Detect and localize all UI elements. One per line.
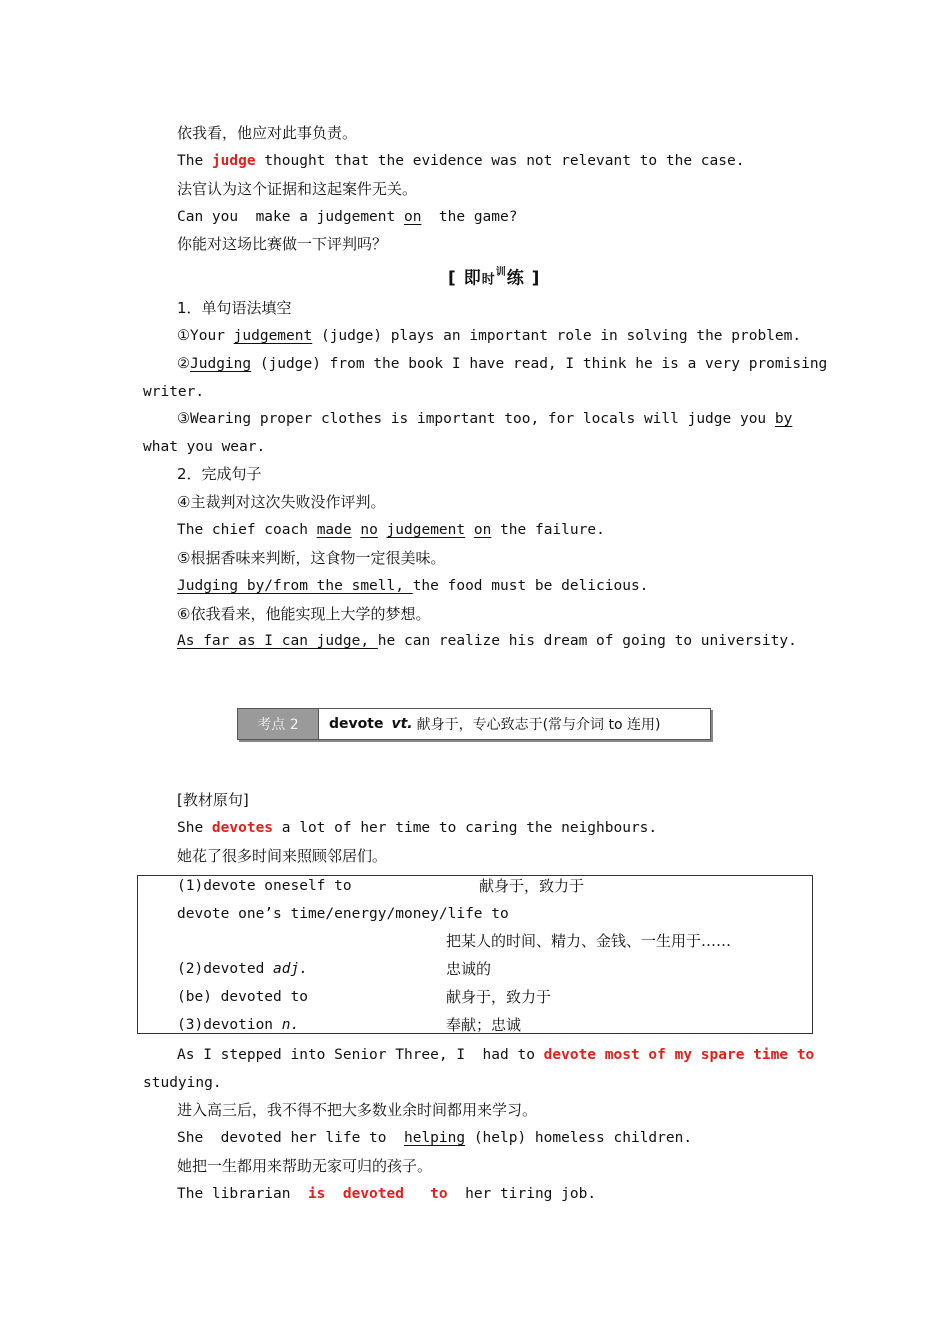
cn-line-3: 你能对这场比赛做一下评判吗？ <box>177 235 388 253</box>
text <box>465 522 474 538</box>
note-4-left <box>177 959 308 979</box>
question-3-cont: what you wear. <box>143 439 266 455</box>
text: thought that the evidence was not relevant to the case. <box>255 153 745 169</box>
note-1-right: 献身于，致力于 <box>479 877 585 895</box>
section-meaning: 献身于，专心致志于(常与介词 to 连用) <box>416 717 661 733</box>
question-4-en <box>177 520 605 540</box>
example-2 <box>177 1128 692 1148</box>
text: The <box>177 153 212 169</box>
usage-notes-box <box>137 875 813 1034</box>
original-translation: 她花了很多时间来照顾邻居们。 <box>177 847 388 865</box>
text: ①Your <box>177 328 234 344</box>
text: (3)devotion <box>177 1017 282 1033</box>
heading-char: 时 <box>481 272 496 288</box>
text: (help) homeless children. <box>465 1130 693 1146</box>
answer-blank: Judging by/from the smell, <box>177 578 413 594</box>
answer-red: is devoted to <box>307 1186 448 1202</box>
text: (judge) from the book I have read, I think he is a very promising <box>251 356 828 372</box>
question-5-cn: ⑤根据香味来判断，这食物一定很美味。 <box>177 549 446 567</box>
bracket: [ <box>448 268 457 289</box>
section-header <box>237 708 711 740</box>
note-6-left <box>177 1015 299 1035</box>
question-4-cn: ④主裁判对这次失败没作评判。 <box>177 493 386 511</box>
example-3 <box>177 1184 596 1204</box>
text: a lot of her time to caring the neighbours. <box>273 820 658 836</box>
question-3 <box>177 409 792 429</box>
text: ③Wearing proper clothes is important too, for locals will judge you <box>177 411 775 427</box>
question-5-en <box>177 576 648 596</box>
question-2 <box>177 354 827 374</box>
example-1 <box>177 1045 814 1065</box>
text: She devoted her life to <box>177 1130 404 1146</box>
text: The librarian <box>177 1186 308 1202</box>
example-2-cn: 她把一生都用来帮助无家可归的孩子。 <box>177 1157 433 1175</box>
text: the failure. <box>491 522 605 538</box>
text: the food must be delicious. <box>412 578 649 594</box>
text <box>378 522 387 538</box>
answer-blank: by <box>774 411 793 427</box>
answer-red: devote most of my spare time to <box>543 1047 815 1063</box>
text: her tiring job. <box>447 1186 597 1202</box>
keyword-devotes: devotes <box>211 820 274 836</box>
heading-char: 训 <box>495 267 507 278</box>
section-tag: 考点 2 <box>238 709 319 739</box>
keyword-judge: judge <box>211 153 256 169</box>
note-2-left: devote one’s time/energy/money/life to <box>177 906 509 922</box>
heading-char: 即 <box>463 268 482 289</box>
text: The chief coach <box>177 522 317 538</box>
answer-blank: no <box>360 522 378 538</box>
text: She <box>177 820 212 836</box>
note-3-right: 把某人的时间、精力、金钱、一生用于…… <box>446 932 732 950</box>
text: (2)devoted <box>177 961 274 977</box>
answer-blank: judgement <box>386 522 466 538</box>
question-1 <box>177 326 801 346</box>
original-sentence <box>177 818 657 838</box>
section-title <box>319 709 710 739</box>
cn-line-2: 法官认为这个证据和这起案件无关。 <box>177 180 418 198</box>
example-sentence-judgement <box>177 207 517 227</box>
example-sentence-judge <box>177 151 744 171</box>
question-2-cont: writer. <box>143 384 205 400</box>
question-6-en <box>177 631 797 651</box>
note-5-left: (be) devoted to <box>177 989 308 1005</box>
pos: n. <box>281 1017 300 1033</box>
example-1-cont: studying. <box>143 1075 222 1091</box>
heading-char: 练 <box>506 268 525 289</box>
answer-blank: on <box>473 522 492 538</box>
text: (judge) plays an important role in solving the problem. <box>312 328 802 344</box>
answer-blank: on <box>403 209 422 225</box>
section-pos: vt. <box>391 716 413 732</box>
answer-blank: judgement <box>233 328 313 344</box>
example-1-cn: 进入高三后，我不得不把大多数业余时间都用来学习。 <box>177 1101 538 1119</box>
practice-heading <box>448 265 540 291</box>
text: the game? <box>421 209 518 225</box>
text: Can you make a judgement <box>177 209 404 225</box>
note-6-right: 奉献；忠诚 <box>446 1016 522 1034</box>
original-label: [教材原句] <box>177 791 249 809</box>
text: ② <box>177 356 190 372</box>
answer-blank: made <box>316 522 352 538</box>
question-6-cn: ⑥依我看来，他能实现上大学的梦想。 <box>177 605 431 623</box>
bracket: ] <box>531 268 541 289</box>
note-5-right: 献身于，致力于 <box>446 988 552 1006</box>
part-2-title: 2．完成句子 <box>177 465 262 483</box>
answer-blank: helping <box>403 1130 466 1146</box>
answer-blank: Judging <box>190 356 252 372</box>
section-word: devote <box>329 716 384 732</box>
note-1-left: (1)devote oneself to <box>177 878 352 894</box>
part-1-title: 1．单句语法填空 <box>177 299 292 317</box>
text: he can realize his dream of going to university. <box>377 633 797 649</box>
cn-line-1: 依我看，他应对此事负责。 <box>177 124 358 142</box>
pos: adj. <box>273 961 308 977</box>
note-4-right: 忠诚的 <box>446 960 492 978</box>
answer-blank: As far as I can judge, <box>177 633 378 649</box>
text: As I stepped into Senior Three, I had to <box>177 1047 544 1063</box>
